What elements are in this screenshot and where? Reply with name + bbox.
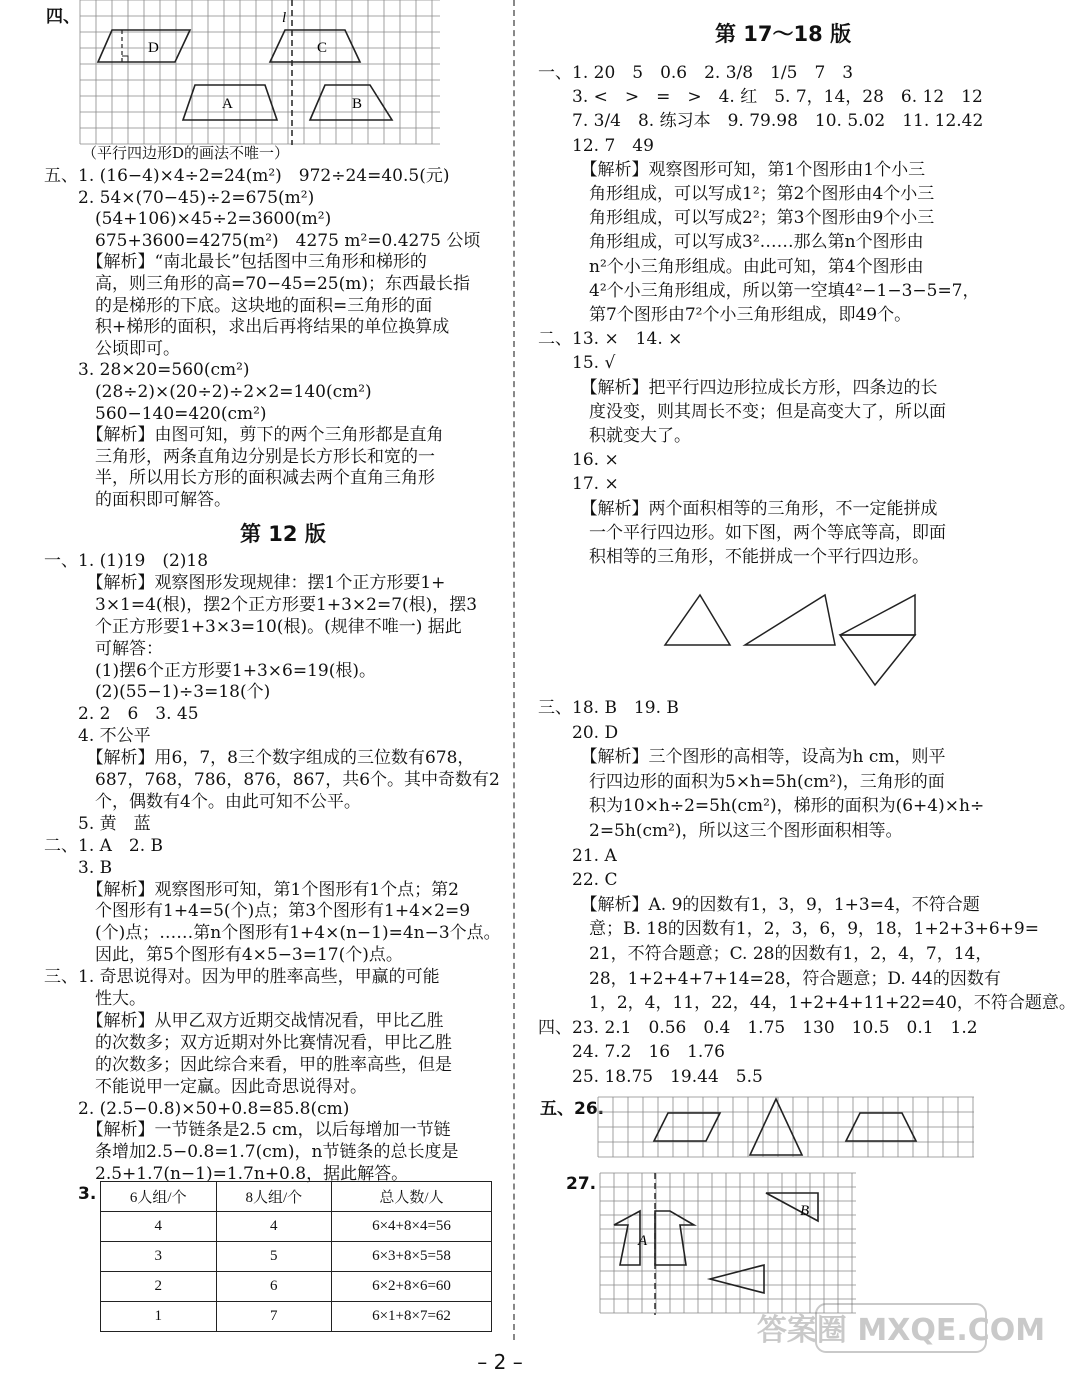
answer-line: 20. D xyxy=(538,722,619,743)
answer-line: 三、1. 奇思说得对。因为甲的胜率高些，甲赢的可能 xyxy=(44,967,440,988)
answer-line: 度没变，则其周长不变；但是高变大了，所以面 xyxy=(538,401,946,422)
answer-line: 行四边形的面积为5×h=5h(cm²)，三角形的面 xyxy=(538,771,945,792)
answer-line: 【解析】由图可知，剪下的两个三角形都是直角 xyxy=(44,425,444,446)
answer-line: 积就变大了。 xyxy=(538,426,691,446)
answer-line: (1)摆6个正方形要1+3×6=19(根)。 xyxy=(44,660,376,681)
sec4-label: 四、 xyxy=(46,7,80,27)
answer-line: 四、23. 2.1 0.56 0.4 1.75 130 10.5 0.1 1.2 xyxy=(538,1017,978,1038)
watermark-text: 答案圈 MXQE.COM xyxy=(756,1313,1046,1348)
answer-line: 不能说甲一定赢。因此奇思说得对。 xyxy=(44,1076,367,1097)
axis-l-label: l xyxy=(282,10,287,26)
table-cell: 4 xyxy=(216,1212,332,1242)
shape-a-label: A xyxy=(222,96,233,112)
groups-table xyxy=(100,1181,492,1332)
answer-line: (54+106)×45÷2=3600(m²) xyxy=(44,209,332,230)
answer-line: 3. 28×20=560(cm²) xyxy=(44,360,250,381)
answer-line: 一个平行四边形。如下图，两个等底等高，即面 xyxy=(538,522,946,543)
answer-line: 2. 2 6 3. 45 xyxy=(44,704,199,725)
answer-line: 因此，第5个图形有4×5−3=17(个)点。 xyxy=(44,945,403,966)
answer-line: 的次数多；双方近期对外比赛情况看，甲比乙胜 xyxy=(44,1032,452,1053)
answer-line: 5. 黄 蓝 xyxy=(44,813,151,834)
answer-line: 个图形有1+4=5(个)点；第3个图形有1+4×2=9 xyxy=(44,901,471,922)
answer-line: 可解答： xyxy=(44,638,163,659)
answer-line: 25. 18.75 19.44 5.5 xyxy=(538,1067,763,1087)
answer-line: 角形组成，可以写成1²；第2个图形由4个小三 xyxy=(538,184,935,204)
section-title-17-18: 第 17～18 版 xyxy=(715,22,852,46)
shape-c-label: C xyxy=(317,40,328,56)
answer-line: 个，偶数有4个。由此可知不公平。 xyxy=(44,791,361,812)
answer-line: 21，不符合题意；C. 28的因数有1，2，4，7，14， xyxy=(538,944,993,964)
answer-line: 【解析】一节链条是2.5 cm，以后每增加一节链 xyxy=(44,1120,451,1141)
answer-line: 1，2，4，11，22，44，1+2+4+11+22=40，不符合题意。 xyxy=(538,993,1076,1014)
answer-line: 【解析】观察图形可知，第1个图形由1个小三 xyxy=(538,159,926,180)
q27-a-label: A xyxy=(638,1233,648,1249)
triangles-figure xyxy=(660,590,940,690)
watermark-logo xyxy=(756,1300,1046,1390)
column-divider xyxy=(513,0,515,1340)
answer-line: 【解析】两个面积相等的三角形，不一定能拼成 xyxy=(538,498,938,519)
answer-line: 三、18. B 19. B xyxy=(538,698,679,718)
sec4-note: （平行四边形D的画法不唯一） xyxy=(82,144,290,162)
answer-line: 3. B xyxy=(44,857,113,878)
answer-line: 3. < > = > 4. 红 5. 7，14，28 6. 12 12 xyxy=(538,87,983,108)
answer-line: 积为10×h÷2=5h(cm²)，梯形的面积为(6+4)×h÷ xyxy=(538,796,985,817)
answer-line: 2=5h(cm²)，所以这三个图形面积相等。 xyxy=(538,821,903,841)
answer-line: 【解析】观察图形发现规律：摆1个正方形要1+ xyxy=(44,572,446,593)
table-cell: 7 xyxy=(216,1302,332,1332)
q27-label: 27. xyxy=(566,1174,597,1194)
table-cell: 6×2+8×6=60 xyxy=(332,1272,492,1302)
table-cell: 5 xyxy=(216,1242,332,1272)
answer-line: 的是梯形的下底。这块地的面积=三角形的面 xyxy=(44,295,433,316)
answer-line: 个正方形要1+3×3=10(根)。(规律不唯一) 据此 xyxy=(44,616,462,637)
table-cell: 6×4+8×4=56 xyxy=(332,1212,492,1242)
page-number: – 2 – xyxy=(477,1350,523,1374)
table-cell: 2 xyxy=(101,1272,217,1302)
table-cell: 6×3+8×5=58 xyxy=(332,1242,492,1272)
q26-grid-figure xyxy=(598,1097,974,1159)
answer-line: 12. 7 49 xyxy=(538,135,654,156)
table-row xyxy=(101,1242,492,1272)
answer-line: 15. √ xyxy=(538,353,616,374)
answer-line: 17. × xyxy=(538,474,619,495)
answer-line: 【解析】用6，7，8三个数字组成的三位数有678， xyxy=(44,748,475,769)
answer-line: n²个小三角形组成。由此可知，第4个图形由 xyxy=(538,256,924,277)
sec4-grid-figure xyxy=(80,0,450,150)
answer-line: 一、1. 20 5 0.6 2. 3/8 1/5 7 3 xyxy=(538,63,854,83)
answer-line: 【解析】A. 9的因数有1，3，9，1+3=4，不符合题 xyxy=(538,894,980,915)
answer-line: 【解析】从甲乙双方近期交战情况看，甲比乙胜 xyxy=(44,1010,444,1031)
answer-line: 半，所以用长方形的面积减去两个直角三角形 xyxy=(44,468,435,489)
answer-line: 积相等的三角形，不能拼成一个平行四边形。 xyxy=(538,547,929,567)
table-row xyxy=(101,1212,492,1242)
answer-line: 7. 3/4 8. 练习本 9. 79.98 10. 5.02 11. 12.42 xyxy=(538,111,984,132)
table-cell: 4 xyxy=(101,1212,217,1242)
table-cell: 3 xyxy=(101,1242,217,1272)
answer-line: (28÷2)×(20÷2)÷2×2=140(cm²) xyxy=(44,382,372,402)
shape-b-label: B xyxy=(352,96,363,112)
answer-line: 高，则三角形的高=70−45=25(m)；东西最长指 xyxy=(44,274,471,294)
answer-line: 二、13. × 14. × xyxy=(538,329,683,350)
answer-line: 24. 7.2 16 1.76̇ xyxy=(538,1042,725,1063)
table-cell: 1 xyxy=(101,1302,217,1332)
answer-line: 2. 54×(70−45)÷2=675(m²) xyxy=(44,187,315,208)
table-row xyxy=(101,1302,492,1332)
answer-line: 3×1=4(根)，摆2个正方形要1+3×2=7(根)，摆3 xyxy=(44,594,478,615)
answer-line: 角形组成，可以写成2²；第3个图形由9个小三 xyxy=(538,208,935,229)
answer-line: 4²个小三角形组成，所以第一空填4²−1−3−5=7， xyxy=(538,280,980,301)
answer-line: 积+梯形的面积，求出后再将结果的单位换算成 xyxy=(44,317,450,338)
answer-line: 28，1+2+4+7+14=28，符合题意；D. 44的因数有 xyxy=(538,968,1001,989)
answer-line: 【解析】三个图形的高相等，设高为h cm，则平 xyxy=(538,747,946,768)
table-cell: 6×1+8×7=62 xyxy=(332,1302,492,1332)
answer-line: 2. (2.5−0.8)×50+0.8=85.8(cm) xyxy=(44,1098,350,1119)
q27-grid-figure xyxy=(600,1173,858,1315)
q3-label: 3. xyxy=(78,1184,97,1204)
table-row xyxy=(101,1272,492,1302)
shape-d-label: D xyxy=(148,40,159,56)
answer-line: 二、1. A 2. B xyxy=(44,835,164,856)
answer-line: 21. A xyxy=(538,845,617,866)
q27-b-label: B xyxy=(800,1203,810,1219)
table-header-row xyxy=(101,1182,492,1212)
answer-line: 性大。 xyxy=(44,989,146,1009)
answer-line: 687，768，786，876，867，共6个。其中奇数有2 xyxy=(44,770,500,790)
table-header: 总人数/人 xyxy=(332,1182,492,1212)
table-header: 8人组/个 xyxy=(216,1182,332,1212)
answer-line: 五、1. (16−4)×4÷2=24(m²) 972÷24=40.5(元) xyxy=(44,166,450,186)
answer-line: 一、1. (1)19 (2)18 xyxy=(44,551,209,571)
answer-line: 16. × xyxy=(538,450,619,471)
answer-line: 的面积即可解答。 xyxy=(44,490,231,510)
answer-line: 第7个图形由7²个小三角形组成，即49个。 xyxy=(538,305,912,325)
answer-line: 的次数多；因此综合来看，甲的胜率高些，但是 xyxy=(44,1054,452,1075)
answer-line: 【解析】观察图形可知，第1个图形有1个点；第2 xyxy=(44,879,459,900)
answer-line: 4. 不公平 xyxy=(44,726,151,747)
answer-line: 675+3600=4275(m²) 4275 m²=0.4275 公顷 xyxy=(44,230,481,251)
answer-line: 【解析】“南北最长”包括图中三角形和梯形的 xyxy=(44,252,427,273)
answer-line: 三角形，两条直角边分别是长方形长和宽的一 xyxy=(44,446,435,467)
table-cell: 6 xyxy=(216,1272,332,1302)
answer-line: (个)点；……第n个图形有1+4×(n−1)=4n−3个点。 xyxy=(44,923,501,944)
q26-label: 五、26. xyxy=(540,1099,605,1119)
table-header: 6人组/个 xyxy=(101,1182,217,1212)
answer-line: 22. C xyxy=(538,870,618,891)
answer-line: 角形组成，可以写成3²……那么第n个图形由 xyxy=(538,232,924,253)
answer-line: 【解析】把平行四边形拉成长方形，四条边的长 xyxy=(538,377,938,398)
answer-line: 560−140=420(cm²) xyxy=(44,403,267,424)
section-title-12: 第 12 版 xyxy=(240,522,326,546)
answer-line: 条增加2.5−0.8=1.7(cm)，n节链条的总长度是 xyxy=(44,1142,459,1163)
answer-line: 公顷即可。 xyxy=(44,338,180,359)
answer-line: 2.5+1.7(n−1)=1.7n+0.8，据此解答。 xyxy=(44,1164,409,1185)
answer-line: 意；B. 18的因数有1，2，3，6，9，18，1+2+3+6+9= xyxy=(538,919,1039,940)
answer-line: (2)(55−1)÷3=18(个) xyxy=(44,682,271,703)
